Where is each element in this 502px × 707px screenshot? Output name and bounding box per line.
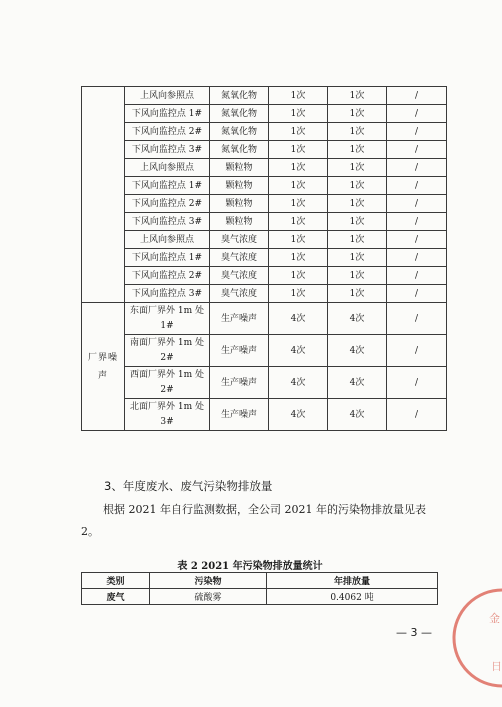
- frequency-cell: 1次: [328, 87, 387, 105]
- table-caption: 表 2 2021 年污染物排放量统计: [177, 561, 323, 572]
- point-cell: 下风向监控点 3#: [125, 213, 210, 231]
- item-cell: 生产噪声: [210, 303, 269, 335]
- frequency-cell: 1次: [269, 87, 328, 105]
- page-number: — 3 —: [396, 626, 432, 639]
- table-row: [82, 267, 447, 285]
- point-cell: 南面厂界外 1m 处 2#: [125, 335, 210, 367]
- point-cell: 东面厂界外 1m 处 1#: [125, 303, 210, 335]
- seal-stamp: [476, 588, 502, 688]
- monitoring-table: [81, 86, 447, 431]
- frequency-cell: 1次: [269, 213, 328, 231]
- frequency-cell: 1次: [328, 285, 387, 303]
- frequency-cell: 1次: [328, 159, 387, 177]
- table-row: [82, 87, 447, 105]
- item-cell: 生产噪声: [210, 335, 269, 367]
- frequency-cell: 1次: [328, 267, 387, 285]
- pollutant-cell: 硫酸雾: [150, 589, 267, 605]
- table-row: [82, 589, 438, 605]
- table-row: [82, 159, 447, 177]
- table-row: [82, 141, 447, 159]
- note-cell: /: [387, 213, 447, 231]
- note-cell: /: [387, 267, 447, 285]
- item-cell: 氮氧化物: [210, 87, 269, 105]
- table-row: [82, 231, 447, 249]
- item-cell: 臭气浓度: [210, 231, 269, 249]
- svg-text:日: 日: [491, 660, 502, 673]
- frequency-cell: 4次: [269, 367, 328, 399]
- item-cell: 臭气浓度: [210, 285, 269, 303]
- point-cell: 下风向监控点 1#: [125, 105, 210, 123]
- point-cell: 下风向监控点 2#: [125, 195, 210, 213]
- item-cell: 氮氧化物: [210, 141, 269, 159]
- frequency-cell: 1次: [269, 267, 328, 285]
- header-cell: 污染物: [150, 573, 267, 589]
- note-cell: /: [387, 105, 447, 123]
- note-cell: /: [387, 195, 447, 213]
- item-cell: 颗粒物: [210, 159, 269, 177]
- svg-text:金: 金: [489, 612, 500, 625]
- note-cell: /: [387, 231, 447, 249]
- header-cell: 年排放量: [267, 573, 438, 589]
- frequency-cell: 1次: [269, 231, 328, 249]
- note-cell: /: [387, 335, 447, 367]
- item-cell: 颗粒物: [210, 213, 269, 231]
- point-cell: 下风向监控点 1#: [125, 249, 210, 267]
- frequency-cell: 1次: [328, 213, 387, 231]
- point-cell: 西面厂界外 1m 处 2#: [125, 367, 210, 399]
- header-cell: 类别: [82, 573, 150, 589]
- frequency-cell: 1次: [269, 285, 328, 303]
- note-cell: /: [387, 141, 447, 159]
- point-cell: 下风向监控点 3#: [125, 141, 210, 159]
- note-cell: /: [387, 159, 447, 177]
- frequency-cell: 1次: [328, 231, 387, 249]
- frequency-cell: 1次: [269, 249, 328, 267]
- note-cell: /: [387, 285, 447, 303]
- frequency-cell: 1次: [269, 177, 328, 195]
- point-cell: 上风向参照点: [125, 231, 210, 249]
- item-cell: 氮氧化物: [210, 123, 269, 141]
- frequency-cell: 1次: [269, 195, 328, 213]
- point-cell: 上风向参照点: [125, 159, 210, 177]
- note-cell: /: [387, 87, 447, 105]
- frequency-cell: 4次: [269, 399, 328, 431]
- table-row: [82, 399, 447, 431]
- category-label: 厂界噪声: [88, 352, 119, 381]
- frequency-cell: 4次: [328, 303, 387, 335]
- point-cell: 下风向监控点 2#: [125, 267, 210, 285]
- table-row: [82, 249, 447, 267]
- category-cell-gas: [82, 87, 125, 303]
- frequency-cell: 1次: [328, 141, 387, 159]
- category-cell: 废气: [82, 589, 150, 605]
- note-cell: /: [387, 177, 447, 195]
- item-cell: 生产噪声: [210, 399, 269, 431]
- table-row: [82, 213, 447, 231]
- section-heading: 3、年度废水、废气污染物排放量: [104, 479, 273, 493]
- frequency-cell: 1次: [328, 195, 387, 213]
- table-row: [82, 177, 447, 195]
- item-cell: 臭气浓度: [210, 249, 269, 267]
- table-row: [82, 335, 447, 367]
- frequency-cell: 4次: [328, 399, 387, 431]
- table-row: [82, 195, 447, 213]
- frequency-cell: 1次: [269, 105, 328, 123]
- body-paragraph: 根据 2021 年自行监测数据，全公司 2021 年的污染物排放量见表 2。: [81, 503, 426, 538]
- point-cell: 下风向监控点 2#: [125, 123, 210, 141]
- category-cell-noise: [82, 303, 125, 431]
- table-header-row: [82, 573, 438, 589]
- table-row: [82, 105, 447, 123]
- item-cell: 颗粒物: [210, 177, 269, 195]
- frequency-cell: 1次: [269, 141, 328, 159]
- note-cell: /: [387, 367, 447, 399]
- table-row: [82, 367, 447, 399]
- point-cell: 下风向监控点 3#: [125, 285, 210, 303]
- item-cell: 生产噪声: [210, 367, 269, 399]
- item-cell: 氮氧化物: [210, 105, 269, 123]
- table-row: [82, 123, 447, 141]
- frequency-cell: 1次: [269, 159, 328, 177]
- frequency-cell: 4次: [328, 367, 387, 399]
- note-cell: /: [387, 123, 447, 141]
- frequency-cell: 1次: [328, 177, 387, 195]
- point-cell: 上风向参照点: [125, 87, 210, 105]
- frequency-cell: 4次: [328, 335, 387, 367]
- note-cell: /: [387, 399, 447, 431]
- point-cell: 北面厂界外 1m 处 3#: [125, 399, 210, 431]
- frequency-cell: 1次: [328, 249, 387, 267]
- table-row: [82, 303, 447, 335]
- point-cell: 下风向监控点 1#: [125, 177, 210, 195]
- item-cell: 颗粒物: [210, 195, 269, 213]
- amount-cell: 0.4062 吨: [267, 589, 438, 605]
- note-cell: /: [387, 303, 447, 335]
- frequency-cell: 4次: [269, 303, 328, 335]
- frequency-cell: 1次: [328, 105, 387, 123]
- note-cell: /: [387, 249, 447, 267]
- item-cell: 臭气浓度: [210, 267, 269, 285]
- frequency-cell: 1次: [269, 123, 328, 141]
- table-row: [82, 285, 447, 303]
- frequency-cell: 4次: [269, 335, 328, 367]
- emission-table: [81, 572, 438, 605]
- frequency-cell: 1次: [328, 123, 387, 141]
